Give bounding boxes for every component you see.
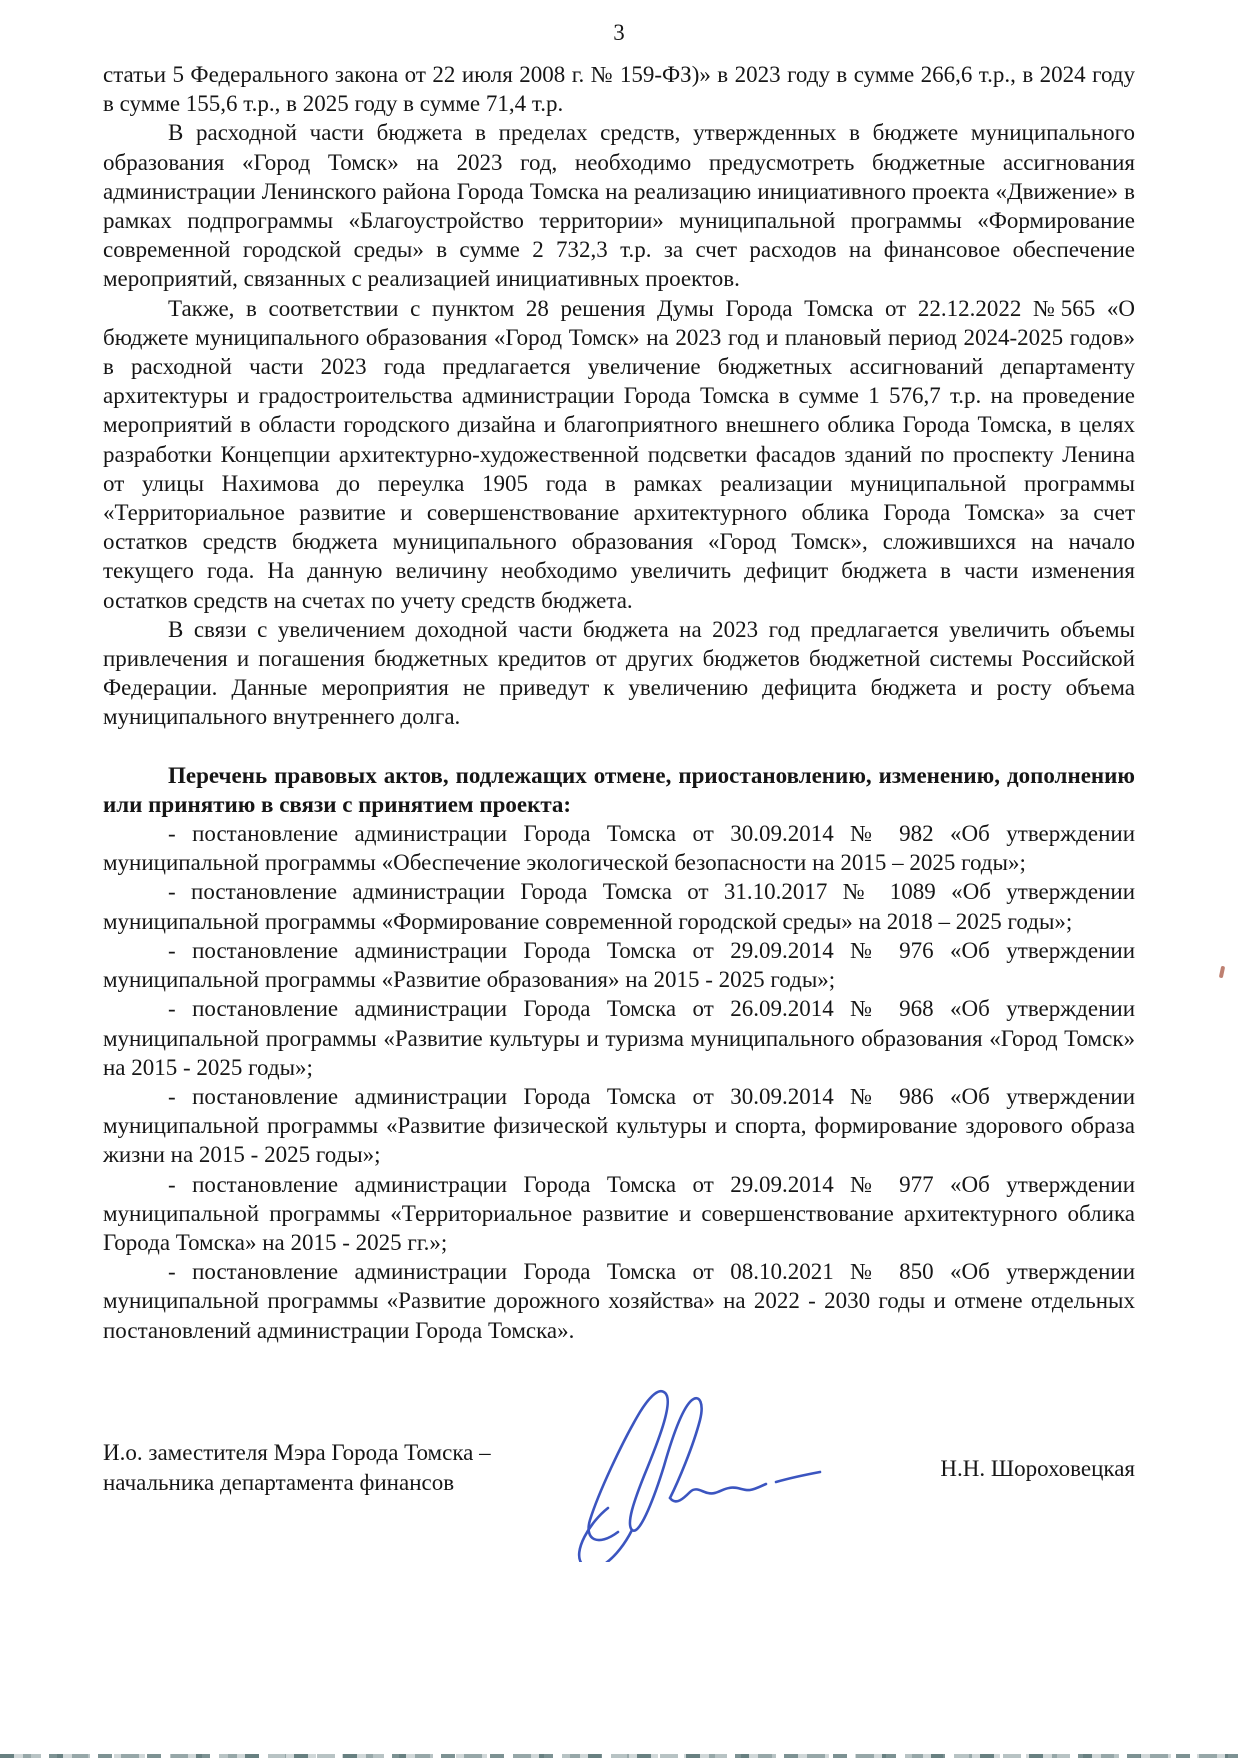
section-heading: Перечень правовых актов, подлежащих отмене, приостановлению, изменению, дополнению или принятию в связи с принятием проекта: (103, 762, 1135, 817)
signatory-name: Н.Н. Шороховецкая (940, 1455, 1135, 1481)
list-item-1089: - постановление администрации Города Томска от 31.10.2017 № 1089 «Об утверждении муниципальной программы «Формирование современной городской среды» на 2018 – 2025 годы»; (103, 879, 1135, 934)
list-item-968: - постановление администрации Города Томска от 26.09.2014 № 968 «Об утверждении муниципальной программы «Развитие культуры и туризма муниципального образования «Город Томск» на 2015 - 2025 годы»; (103, 996, 1135, 1080)
list-item-850: - постановление администрации Города Томска от 08.10.2021 № 850 «Об утверждении муниципальной программы «Развитие дорожного хозяйства» на 2022 - 2030 годы и отмене отдельных постановлений администрации Города Томска». (103, 1259, 1135, 1343)
scan-edge-artifact (0, 1754, 1238, 1758)
paragraph-architecture: Также, в соответствии с пунктом 28 решения Думы Города Томска от 22.12.2022 №565 «О бюджете муниципального образования «Город Томск» на 2023 год и плановый период 2024-2025 годов» в расходной части 2023 года предлагается увеличение бюджетных ассигнований департаменту архитектуры и градостроительства администрации Города Томска в сумме 1 576,7 т.р. на проведение мероприятий в области городского дизайна и благоприятного внешнего облика Города Томска, в целях разработки Концепции архитектурно-художественной подсветки фасадов зданий по проспекту Ленина от улицы Нахимова до переулка 1905 года в рамках реализации муниципальной программы «Территориальное развитие и совершенствование архитектурного облика Города Томска» за счет остатков средств бюджета муниципального образования «Город Томск», сложившихся на начало текущего года. На данную величину необходимо увеличить дефицит бюджета в части изменения остатков средств на счетах по учету средств бюджета. (103, 295, 1135, 613)
signature-block (103, 1438, 1135, 1498)
list-item-976: - постановление администрации Города Томска от 29.09.2014 № 976 «Об утверждении муниципальной программы «Развитие образования» на 2015 - 2025 годы»; (103, 937, 1135, 993)
signatory-position-line1: И.о. заместителя Мэра Города Томска – (103, 1439, 491, 1465)
signatory-position (103, 1438, 491, 1498)
paragraph-credits: В связи с увеличением доходной части бюджета на 2023 год предлагается увеличить объемы привлечения и погашения бюджетных кредитов от других бюджетов бюджетной системы Российской Федерации. Данные мероприятия не приведут к увеличению дефицита бюджета и росту объема муниципального внутреннего долга. (103, 616, 1135, 730)
scan-artifact-mark (1219, 966, 1225, 979)
list-item-982: - постановление администрации Города Томска от 30.09.2014 № 982 «Об утверждении муниципальной программы «Обеспечение экологической безопасности на 2015 – 2025 годы»; (103, 821, 1135, 876)
list-item-977: - постановление администрации Города Томска от 29.09.2014 № 977 «Об утверждении муниципальной программы «Территориальное развитие и совершенствование архитектурного облика Города Томска» на 2015 - 2025 гг.»; (103, 1171, 1135, 1255)
page-number: 3 (613, 20, 625, 45)
list-item-986: - постановление администрации Города Томска от 30.09.2014 № 986 «Об утверждении муниципальной программы «Развитие физической культуры и спорта, формирование здорового образа жизни на 2015 - 2025 годы»; (103, 1083, 1135, 1168)
signatory-position-line2: начальника департамента финансов (103, 1469, 455, 1495)
paragraph-expenditure: В расходной части бюджета в пределах средств, утвержденных в бюджете муниципального образования «Город Томск» на 2023 год, необходимо предусмотреть бюджетные ассигнования администрации Ленинского района Города Томска на реализацию инициативного проекта «Движение» в рамках подпрограммы «Благоустройство территории» муниципальной программы «Формирование современной городской среды» в сумме 2 732,3 т.р. за счет расходов на финансовое обеспечение мероприятий, связанных с реализацией инициативных проектов. (103, 120, 1135, 292)
document-body (103, 60, 1135, 1345)
paragraph-continuation: статьи 5 Федерального закона от 22 июля 2008 г. № 159-ФЗ)» в 2023 году в сумме 266,6 т.р., в 2024 году в сумме 155,6 т.р., в 2025 году в сумме 71,4 т.р. (103, 62, 1135, 117)
